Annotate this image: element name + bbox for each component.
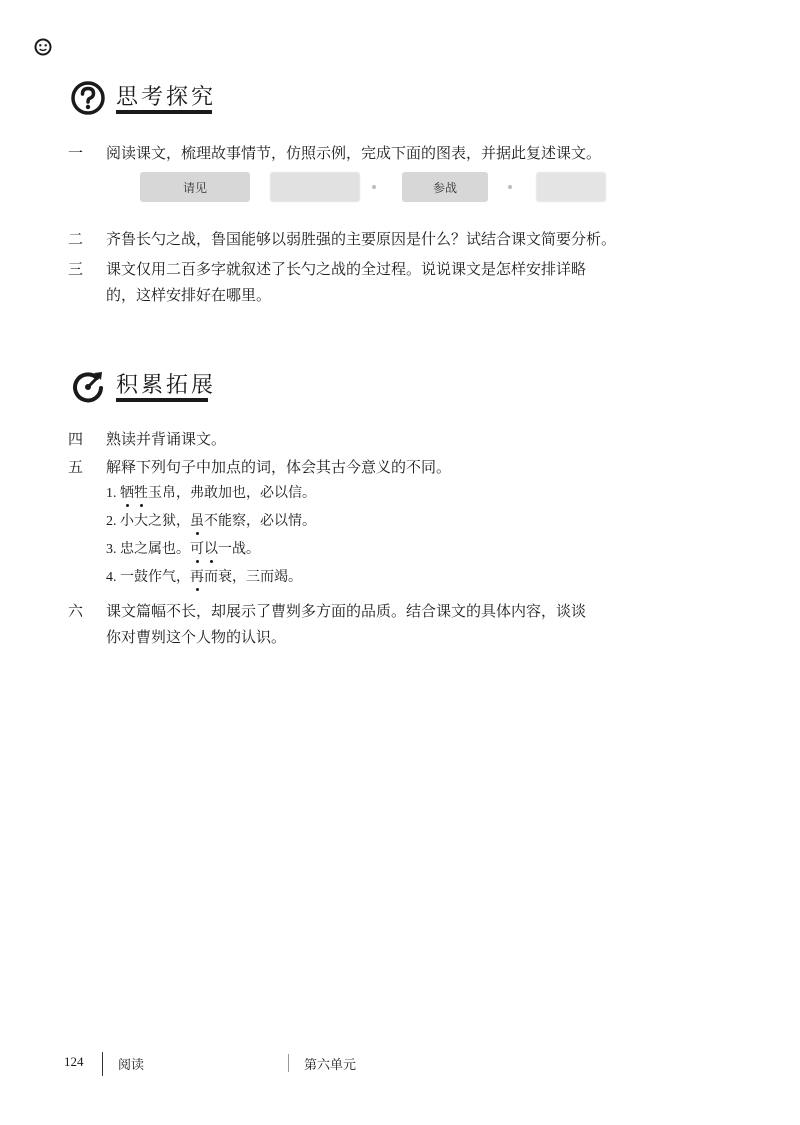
footer-divider (288, 1054, 289, 1072)
dotted-char: 牲 (134, 486, 148, 501)
target-arrow-icon (70, 368, 106, 404)
example-number: 2. (106, 514, 117, 529)
example-text: 忠之属也。 (120, 542, 190, 557)
question-number: 五 (68, 458, 84, 476)
flow-connector (372, 185, 376, 189)
section-heading-extend (70, 368, 216, 404)
question-text-line-2: 的，这样安排好在哪里。 (106, 286, 272, 304)
question-number: 三 (68, 260, 84, 278)
example-sentence-4 (106, 566, 302, 590)
heading-underline (116, 110, 212, 114)
flow-box-request-audience (140, 172, 250, 202)
flow-box-blank (536, 172, 606, 202)
section-title: 积累拓展 (116, 373, 217, 398)
footer-divider (102, 1052, 103, 1076)
question-number: 六 (68, 602, 84, 620)
example-text: 玉帛，弗敢加也，必以信。 (148, 486, 316, 501)
section-heading-think (70, 80, 216, 116)
footer-unit: 第六单元 (304, 1057, 357, 1072)
example-text: 一战。 (218, 542, 260, 557)
example-text: 一鼓作气， (120, 570, 190, 585)
question-text-line-2: 你对曹刿这个人物的认识。 (106, 628, 287, 646)
example-text: 不能察，必以情。 (204, 514, 316, 529)
dotted-char: 牺 (120, 486, 134, 501)
example-text: 小大之狱， (120, 514, 190, 529)
flow-box-join-battle (402, 172, 488, 202)
question-number: 一 (68, 144, 84, 162)
footer-section: 阅读 (118, 1057, 145, 1072)
question-4 (68, 426, 728, 452)
flow-connector (508, 185, 512, 189)
example-sentence-1 (106, 482, 316, 506)
plot-flow-chart (140, 170, 620, 204)
example-sentence-2 (106, 510, 316, 534)
question-1 (68, 140, 728, 166)
flow-box-label: 请见 (182, 180, 207, 195)
dotted-char: 可 (190, 542, 204, 557)
flow-box-blank (270, 172, 360, 202)
heading-underline (116, 398, 208, 402)
question-text-line-1: 课文篇幅不长，却展示了曹刿多方面的品质。结合课文的具体内容，谈谈 (106, 602, 587, 620)
question-6 (68, 598, 728, 650)
example-number: 4. (106, 570, 117, 585)
question-3 (68, 256, 728, 308)
question-number: 四 (68, 430, 84, 448)
dotted-char: 再 (190, 570, 204, 585)
question-5 (68, 454, 728, 480)
question-text: 解释下列句子中加点的词，体会其古今意义的不同。 (106, 458, 452, 476)
dotted-char: 以 (204, 542, 218, 557)
example-sentence-3 (106, 538, 260, 562)
section-title: 思考探究 (116, 85, 217, 110)
example-number: 1. (106, 486, 117, 501)
page-number: 124 (64, 1054, 84, 1069)
question-text: 熟读并背诵课文。 (106, 430, 227, 448)
question-text: 齐鲁长勺之战，鲁国能够以弱胜强的主要原因是什么？试结合课文简要分析。 (106, 230, 617, 248)
flow-box-label: 参战 (432, 180, 457, 195)
smiley-icon (34, 38, 52, 56)
example-text: 而衰，三而竭。 (204, 570, 302, 585)
example-number: 3. (106, 542, 117, 557)
question-mark-icon (70, 80, 106, 116)
question-text: 阅读课文，梳理故事情节，仿照示例，完成下面的图表，并据此复述课文。 (106, 144, 602, 162)
question-text-line-1: 课文仅用二百多字就叙述了长勺之战的全过程。说说课文是怎样安排详略 (106, 260, 587, 278)
dotted-char: 虽 (190, 514, 204, 529)
question-2 (68, 226, 728, 252)
question-number: 二 (68, 230, 84, 248)
